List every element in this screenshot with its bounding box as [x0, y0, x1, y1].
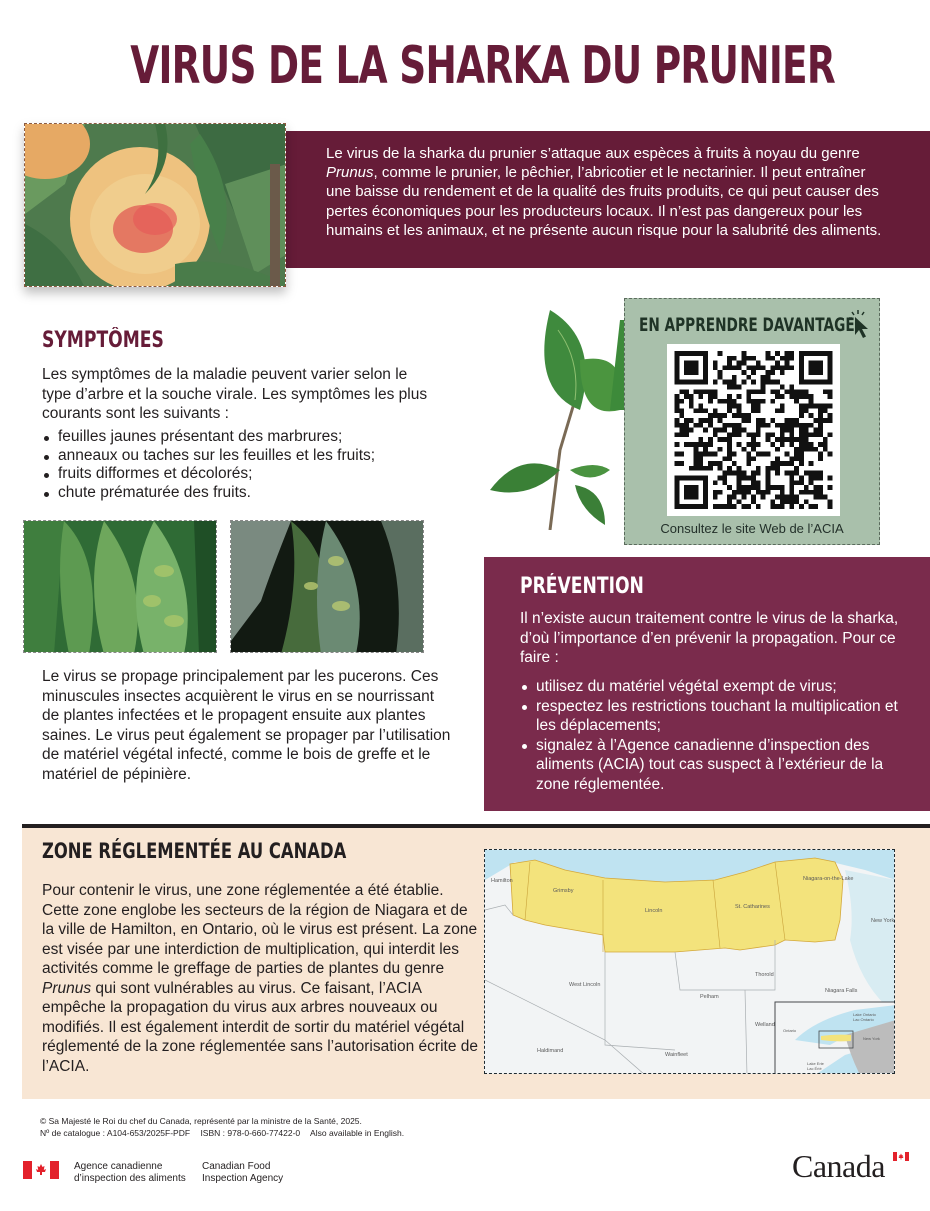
map-label-wainfleet: Wainfleet [665, 1052, 688, 1058]
list-item: respectez les restrictions touchant la multiplication et les déplacements; [520, 697, 920, 736]
learn-more-box[interactable] [624, 298, 880, 545]
spread-paragraph: Le virus se propage principalement par les pucerons. Ces minuscules insectes acquièrent le virus en se nourrissant de plantes infectées et le propagent ensuite aux plantes saines. Le virus peut également se propager par l’utilisation de matériel végétal infecté, comme le bois de greffe et le matériel de pépinière. [42, 668, 451, 783]
plum-branch-image [480, 300, 630, 530]
zone-text-2: qui sont vulnérables au virus. Ce faisant, l’ACIA empêche la propagation du virus aux arbres nouveaux ou modifiés. Il est également interdit de sortir du matériel végétal réglementé de la zone réglementée sans l’autorisation écrite de l’ACIA. [42, 979, 478, 1075]
agency-fr-line-2: d’inspection des aliments [74, 1172, 186, 1184]
leaf-photo-2 [230, 520, 424, 653]
agency-fr-line-1: Agence canadienne [74, 1161, 163, 1172]
list-item: signalez à l’Agence canadienne d’inspection des aliments (ACIA) tout cas suspect à l’extérieur de la zone réglementée. [520, 736, 920, 795]
zone-text-1: Pour contenir le virus, une zone réglementée a été établie. Cette zone englobe les secteurs de la région de Niagara et de la ville de Hamilton, en Ontario, où le virus est présent. La zone est visée par une interdiction de multiplication, qui interdit les activités comme le greffage de parties de plantes du genre [42, 882, 478, 977]
learn-more-title: EN APPRENDRE DAVANTAGE [639, 314, 855, 336]
map-label-west-lincoln: West Lincoln [569, 982, 601, 988]
map-image [485, 850, 895, 1074]
map-label-welland: Welland [755, 1022, 775, 1028]
map-label-thorold: Thorold [755, 972, 774, 978]
map-label-niagara-falls: Niagara Falls [825, 988, 858, 994]
intro-text-2: , comme le prunier, le pêchier, l’abricotier et le nectarinier. Il peut entraîner une baisse du rendement et de la qualité des fruits produits, ce qui peut causer des pertes économiques pour les producteurs locaux. Il n’est pas dangereux pour les humains et les animaux, et ne présente aucun risque pour la salubrité des aliments. [326, 164, 882, 239]
prevention-heading: PRÉVENTION [520, 574, 644, 599]
symptoms-list [42, 428, 442, 502]
qr-code[interactable] [667, 344, 840, 516]
map-label-hamilton: Hamilton [491, 878, 513, 884]
list-item: feuilles jaunes présentant des marbrures; [42, 428, 442, 447]
zone-genus: Prunus [42, 979, 92, 997]
list-item: fruits difformes et décolorés; [42, 465, 442, 484]
prevention-intro: Il n’existe aucun traitement contre le virus de la sharka, d’où l’importance d’en prévenir la propagation. Pour ce faire : [520, 610, 899, 666]
list-item: anneaux ou taches sur les feuilles et les fruits; [42, 447, 442, 466]
catalogue-number: Nº de catalogue : A104-653/2025F-PDF [40, 1128, 191, 1138]
leaf-photo-1 [23, 520, 217, 653]
map-label-st-catharines: St. Catharines [735, 904, 770, 910]
legal-notice [40, 1115, 540, 1139]
agency-en-line-2: Inspection Agency [202, 1172, 284, 1184]
regulated-zone-map [484, 849, 895, 1074]
map-label-haldimand: Haldimand [537, 1048, 564, 1054]
intro-genus: Prunus [326, 164, 374, 182]
intro-paragraph [326, 144, 886, 240]
agency-name-en [202, 1161, 283, 1184]
map-label-pelham: Pelham [700, 994, 719, 1000]
list-item: utilisez du matériel végétal exempt de virus; [520, 677, 920, 697]
prevention-list [520, 677, 920, 794]
inset-label-lake-ontario: Lake Ontario [853, 1012, 876, 1017]
inset-label-ontario: Ontario [783, 1028, 797, 1033]
list-item: chute prématurée des fruits. [42, 484, 442, 503]
inset-label-lake-erie: Lake Erie [807, 1061, 824, 1066]
page-title: VIRUS DE LA SHARKA DU PRUNIER [130, 36, 836, 96]
inset-label-lac-ontario: Lac Ontario [853, 1017, 874, 1022]
canada-flag-icon [23, 1161, 59, 1179]
leaf-image-2 [231, 521, 424, 653]
leaf-image-1 [24, 521, 217, 653]
catalogue-line [40, 1127, 540, 1139]
symptoms-heading: SYMPTÔMES [42, 328, 164, 353]
agency-en-line-1: Canadian Food [202, 1161, 271, 1172]
zone-heading: ZONE RÉGLEMENTÉE AU CANADA [42, 839, 347, 863]
qr-modules [675, 351, 833, 509]
agency-name-fr [74, 1161, 186, 1184]
inset-label-lac-erie: Lac Érié [807, 1066, 822, 1071]
map-label-new-york: New York [871, 918, 895, 924]
qr-caption: Consultez le site Web de l’ACIA [660, 521, 844, 536]
zone-paragraph [42, 881, 482, 1076]
symptoms-intro: Les symptômes de la maladie peuvent varier selon le type d’arbre et la souche virale. Les symptômes les plus courants sont les suivants : [42, 366, 428, 422]
isbn: ISBN : 978-0-660-77422-0 [200, 1128, 301, 1138]
map-label-niagara-on-the-lake: Niagara-on-the-Lake [803, 876, 854, 882]
peach-image [25, 124, 286, 287]
map-label-lincoln: Lincoln [645, 908, 663, 914]
canada-wordmark: Canada [792, 1148, 885, 1184]
intro-text-1: Le virus de la sharka du prunier s’attaque aux espèces à fruits à noyau du genre [326, 145, 860, 162]
qr-code-image [674, 351, 833, 509]
map-label-grimsby: Grimsby [553, 888, 574, 894]
peach-photo [24, 123, 286, 287]
prevention-box [484, 557, 930, 811]
cursor-click-icon [847, 309, 875, 339]
copyright: © Sa Majesté le Roi du chef du Canada, représenté par la ministre de la Santé, 2025. [40, 1116, 362, 1126]
english-availability: Also available in English. [310, 1128, 405, 1138]
inset-label-new-york: New York [863, 1036, 880, 1041]
wordmark-flag-icon [893, 1152, 909, 1161]
